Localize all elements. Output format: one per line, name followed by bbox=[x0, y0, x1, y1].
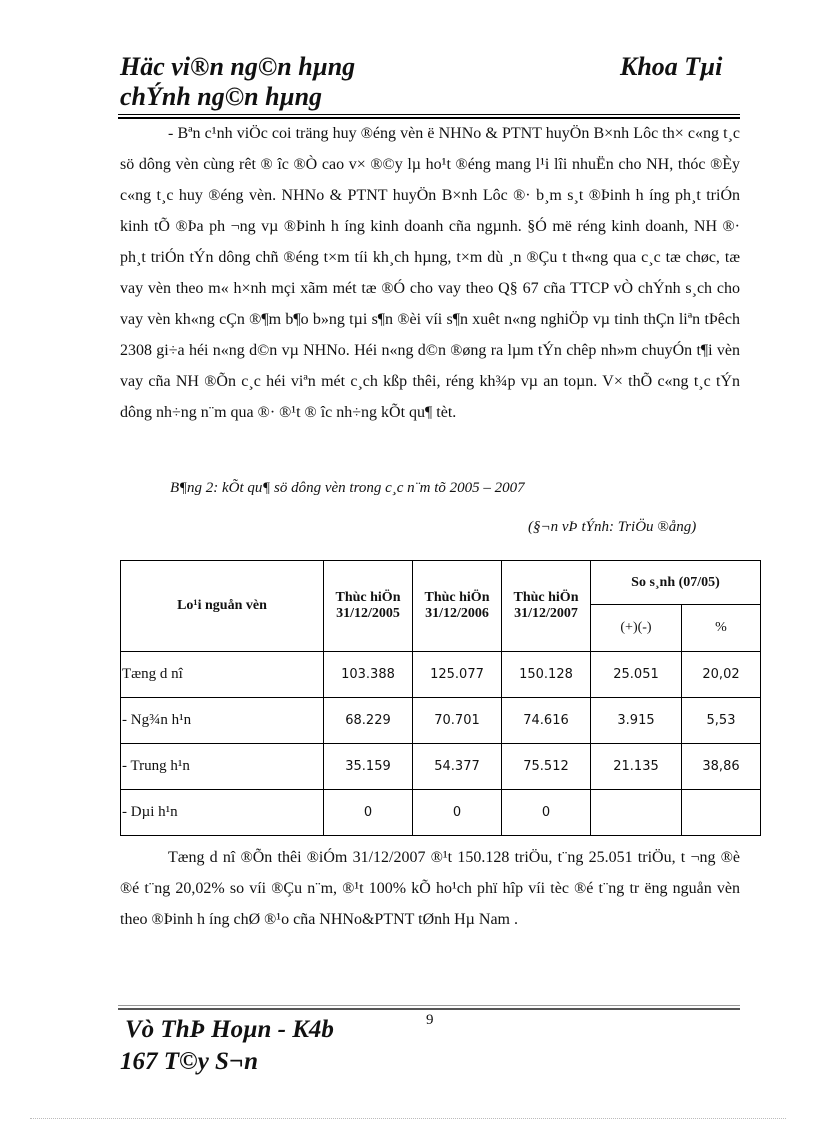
footer-address: 167 T©y S¬n bbox=[120, 1048, 259, 1075]
cell-diff: 25.051 bbox=[591, 652, 682, 698]
cell-2005: 103.388 bbox=[324, 652, 413, 698]
table-unit-note: (§¬n vÞ tÝnh: TriÖu ®ång) bbox=[528, 519, 697, 535]
cell-2007: 75.512 bbox=[502, 744, 591, 790]
row-label: - Dµi h¹n bbox=[121, 790, 324, 836]
cell-pct: 38,86 bbox=[682, 744, 761, 790]
cell-2005: 35.159 bbox=[324, 744, 413, 790]
cell-2006: 125.077 bbox=[413, 652, 502, 698]
header-rule bbox=[118, 114, 740, 115]
cell-pct: 5,53 bbox=[682, 698, 761, 744]
page-number: 9 bbox=[426, 1012, 434, 1028]
cell-diff: 21.135 bbox=[591, 744, 682, 790]
table-caption: B¶ng 2: kÕt qu¶ sö dông vèn trong c¸c n¨m tõ 2005 – 2007 bbox=[170, 480, 525, 496]
header-left-title: Häc vi®n ng©n hµng chÝnh ng©n hµng bbox=[120, 52, 356, 111]
cell-2006: 54.377 bbox=[413, 744, 502, 790]
cell-2005: 0 bbox=[324, 790, 413, 836]
paragraph-loan-usage: - Bªn c¹nh viÖc coi träng huy ®éng vèn ë NHNo & PTNT huyÖn B×nh Lôc th× c«ng t¸c sö dông vèn cùng rêt ® îc ®Ò cao v× ®©y lµ ho¹t ®éng mang l¹i lîi nhuËn cho NH, thóc ®Èy c«ng t¸c huy ®éng vèn. NHNo & PTNT huyÖn B×nh Lôc ®· b¸m s¸t ®Þinh h íng ph¸t triÓn kinh tÕ ®Þa ph ¬ng vµ ®Þinh h íng kinh doanh cña ngµnh. §Ó më réng kinh doanh, NH ®· ph¸t triÓn tÝn dông chñ ®éng t×m tíi kh¸ch hµng, t×m dù ¸n ®Çu t th«ng qua c¸c tæ chøc, tæ vay vèn theo m« h×nh mçi xãm mét tæ ®Ó cho vay theo Q§ 67 cña TTCP vÒ chÝnh s¸ch cho vay vèn kh«ng cÇn ®¶m b¶o b»ng tµi s¶n ®èi víi s¶n xuêt n«ng nghiÖp vµ tinh thÇn liªn tÞêch 2308 gi÷a héi n«ng d©n vµ NHNo. Héi n«ng d©n ®øng ra lµm tÝn chêp nh»m chuyÓn t¶i vèn vay cña NH ®Õn c¸c héi viªn mét c¸ch kßp thêi, réng kh¾p vµ an toµn. V× thÕ c«ng t¸c tÝn dông nh÷ng n¨m qua ®· ®¹t ® îc nh÷ng kÕt qu¶ tèt. bbox=[120, 125, 740, 421]
header-2005: Thùc hiÖn 31/12/2005 bbox=[324, 561, 413, 652]
footer-rule-thick bbox=[118, 1008, 740, 1010]
cell-pct: 20,02 bbox=[682, 652, 761, 698]
row-label: - Trung h¹n bbox=[121, 744, 324, 790]
cell-2006: 70.701 bbox=[413, 698, 502, 744]
footer-rule bbox=[118, 1005, 740, 1006]
cell-2007: 74.616 bbox=[502, 698, 591, 744]
cell-pct bbox=[682, 790, 761, 836]
loan-results-table bbox=[120, 560, 761, 836]
cell-2006: 0 bbox=[413, 790, 502, 836]
header-right-title: Khoa Tµi bbox=[620, 52, 723, 81]
table-row bbox=[121, 790, 761, 836]
table-row bbox=[121, 652, 761, 698]
header-compare: So s¸nh (07/05) bbox=[591, 561, 761, 605]
cell-2007: 0 bbox=[502, 790, 591, 836]
cell-2007: 150.128 bbox=[502, 652, 591, 698]
paragraph-total-loans: Tæng d nî ®Õn thêi ®iÓm 31/12/2007 ®¹t 150.128 triÖu, t¨ng 25.051 triÖu, t ¬ng ®è ®é t¨ng 20,02% so víi ®Çu n¨m, ®¹t 100% kÕ ho¹ch phï hîp víi tèc ®é t¨ng tr ëng nguån vèn theo ®Þinh h íng chØ ®¹o cña NHNo&PTNT tØnh Hµ Nam . bbox=[120, 849, 740, 928]
table-row bbox=[121, 744, 761, 790]
table-row bbox=[121, 698, 761, 744]
footer-author: Vò ThÞ Hoµn - K4b bbox=[125, 1016, 334, 1043]
row-label: Tæng d nî bbox=[121, 652, 324, 698]
header-diff: (+)(-) bbox=[591, 605, 682, 652]
cell-diff bbox=[591, 790, 682, 836]
page-bottom-border bbox=[30, 1118, 786, 1119]
header-pct: % bbox=[682, 605, 761, 652]
header-category: Lo¹i nguån vèn bbox=[121, 561, 324, 652]
header-2007: Thùc hiÖn 31/12/2007 bbox=[502, 561, 591, 652]
cell-2005: 68.229 bbox=[324, 698, 413, 744]
header-2006: Thùc hiÖn 31/12/2006 bbox=[413, 561, 502, 652]
row-label: - Ng¾n h¹n bbox=[121, 698, 324, 744]
cell-diff: 3.915 bbox=[591, 698, 682, 744]
